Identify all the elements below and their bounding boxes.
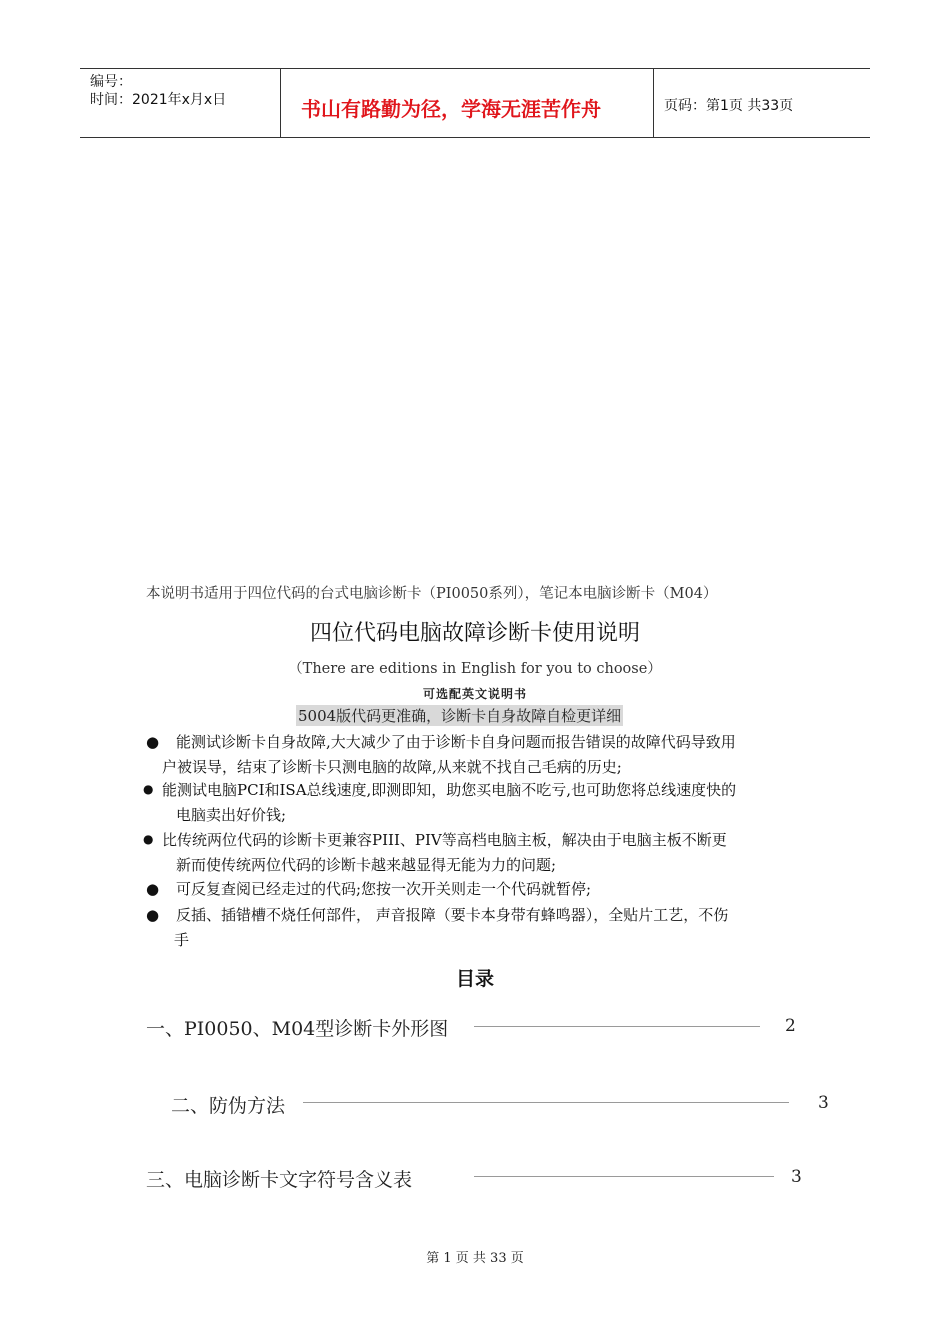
optional-manual-note: 可选配英文说明书 (422, 687, 527, 701)
motto-text: 书山有路勤为径，学海无涯苦作舟 (301, 97, 601, 121)
bullet-marker: ● (143, 832, 154, 846)
bullet-3-line-1: 比传统两位代码的诊断卡更兼容PIII、PIV等高档电脑主板，解决由于电脑主板不断更 (162, 831, 727, 849)
bullet-marker: ● (143, 782, 154, 796)
header-motto-cell (281, 69, 654, 137)
page-info: 页码：第1页 共33页 (664, 98, 794, 114)
toc-leader-line (474, 1176, 774, 1177)
bullet-marker: ● (146, 906, 160, 924)
document-title: 四位代码电脑故障诊断卡使用说明 (309, 621, 640, 646)
bullet-marker: ● (146, 733, 160, 751)
highlight-text: 5004版代码更准确，诊断卡自身故障自检更详细 (298, 707, 622, 725)
page-footer: 第 1 页 共 33 页 (426, 1251, 524, 1266)
bullet-marker: ● (146, 880, 160, 898)
toc-item-1-page: 2 (785, 1016, 796, 1036)
time-label: 时间：2021年x月x日 (90, 92, 227, 108)
bullet-5-line-1: 反插、插错槽不烧任何部件， 声音报障（要卡本身带有蜂鸣器），全贴片工艺，不伤 (176, 906, 729, 924)
header-table (80, 68, 870, 138)
toc-leader-line (474, 1026, 760, 1027)
bullet-2-line-2: 电脑卖出好价钱; (176, 806, 287, 824)
number-label: 编号： (90, 74, 132, 90)
toc-item-2-label[interactable]: 二、防伪方法 (171, 1095, 286, 1117)
intro-text: 本说明书适用于四位代码的台式电脑诊断卡（PI0050系列），笔记本电脑诊断卡（M04） (146, 586, 718, 602)
bullet-4-line-1: 可反复查阅已经走过的代码;您按一次开关则走一个代码就暂停; (176, 880, 592, 898)
bullet-5-line-2: 手 (174, 931, 190, 949)
english-note: （There are editions in English for you to choose） (288, 661, 662, 677)
bullet-2-line-1: 能测试电脑PCI和ISA总线速度,即测即知，助您买电脑不吃亏,也可助您将总线速度快的 (162, 781, 737, 799)
toc-heading: 目录 (455, 968, 494, 990)
header-meta-cell (80, 69, 281, 137)
toc-item-3-label[interactable]: 三、电脑诊断卡文字符号含义表 (146, 1169, 413, 1191)
bullet-1-line-2: 户被误导，结束了诊断卡只测电脑的故障,从来就不找自己毛病的历史; (162, 758, 622, 776)
bullet-1-line-1: 能测试诊断卡自身故障,大大减少了由于诊断卡自身问题而报告错误的故障代码导致用 (176, 733, 736, 751)
bullet-3-line-2: 新而使传统两位代码的诊断卡越来越显得无能为力的问题; (176, 856, 557, 874)
toc-item-3-page: 3 (791, 1167, 802, 1187)
toc-item-2-page: 3 (818, 1093, 829, 1113)
toc-leader-line (303, 1102, 789, 1103)
toc-item-1-label[interactable]: 一、PI0050、M04型诊断卡外形图 (146, 1018, 449, 1040)
